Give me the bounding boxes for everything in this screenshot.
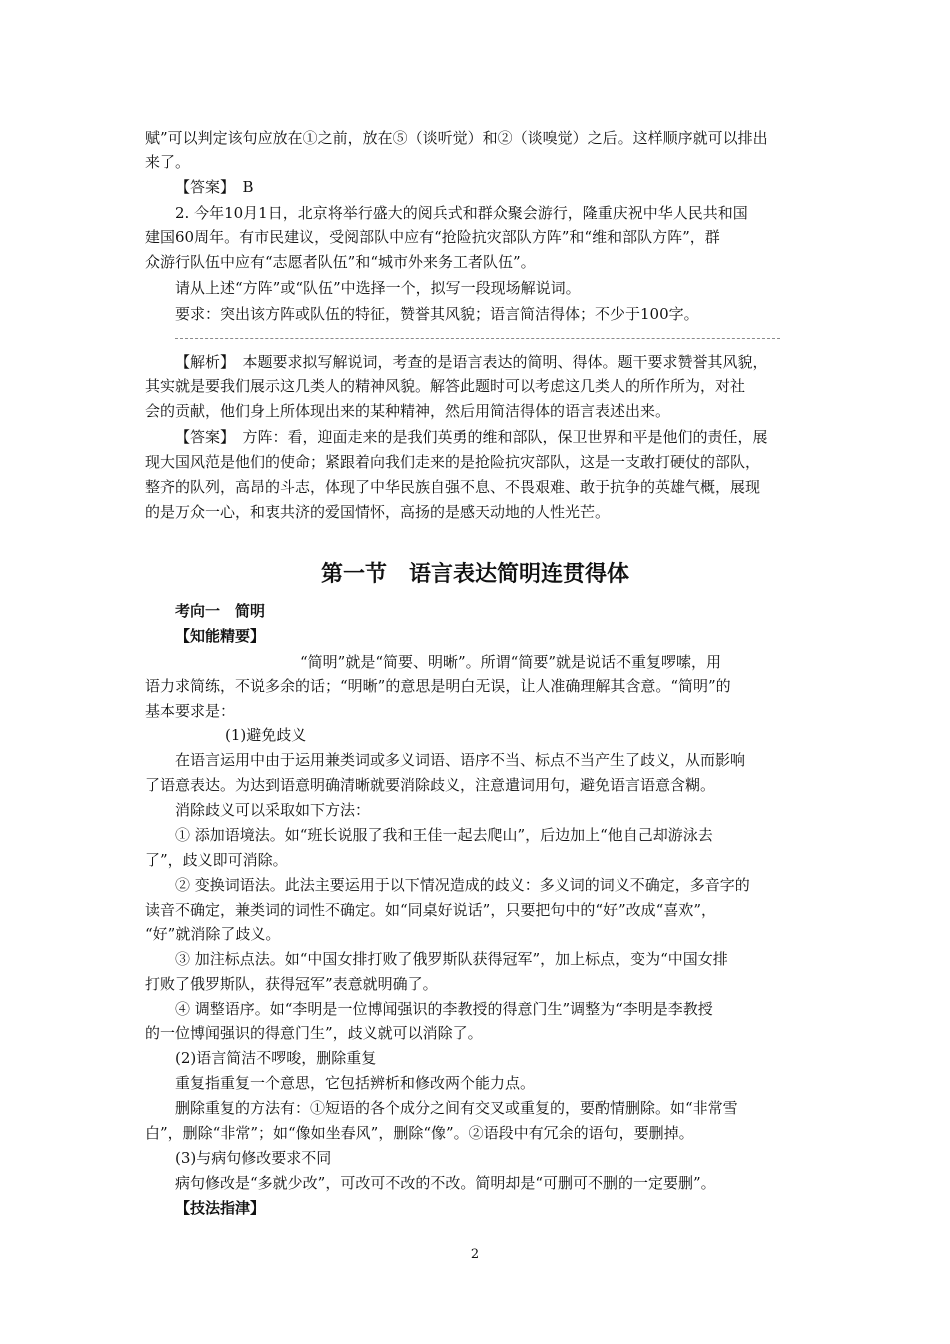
requirement-line: 要求：突出该方阵或队伍的特征，赞誉其风貌；语言简洁得体；不少于100字。 xyxy=(175,305,699,323)
question-line: 众游行队伍中应有“志愿者队伍”和“城市外来务工者队伍”。 xyxy=(145,253,536,271)
body-line: 了语意表达。为达到语意明确清晰就要消除歧义，注意遣词用句，避免语言语意含糊。 xyxy=(145,776,716,794)
analysis-line: 【解析】 本题要求拟写解说词，考查的是语言表达的简明、得体。题干要求赞誉其风貌， xyxy=(175,353,768,371)
answer-blank-divider xyxy=(175,338,780,339)
page-number: 2 xyxy=(470,1247,480,1262)
analysis-line: 其实就是要我们展示这几类人的精神风貌。解答此题时可以考虑这几类人的所作所为，对社 xyxy=(145,377,746,395)
question-line: 2. 今年10月1日，北京将举行盛大的阅兵式和群众聚会游行，隆重庆祝中华人民共和国 xyxy=(175,204,748,222)
body-line: ② 变换词语法。此法主要运用于以下情况造成的歧义：多义词的词义不确定，多音字的 xyxy=(175,876,750,894)
body-line: 在语言运用中由于运用兼类词或多义词语、语序不当、标点不当产生了歧义，从而影响 xyxy=(175,751,746,769)
body-line: 打败了俄罗斯队，获得冠军”表意就明确了。 xyxy=(145,975,438,993)
body-line: 的一位博闻强识的得意门生”，歧义就可以消除了。 xyxy=(145,1024,483,1042)
body-line: 了”，歧义即可消除。 xyxy=(145,851,288,869)
body-line: 语力求简练，不说多余的话；“明晰”的意思是明白无误，让人准确理解其含意。“简明”的 xyxy=(145,677,731,695)
question-line: 请从上述“方阵”或“队伍”中选择一个，拟写一段现场解说词。 xyxy=(175,279,581,297)
answer-line: 【答案】 方阵：看，迎面走来的是我们英勇的维和部队，保卫世界和平是他们的责任，展 xyxy=(175,428,768,446)
body-subheading: (1)避免歧义 xyxy=(225,726,307,744)
body-line: 病句修改是“多就少改”，可改可不改的不改。简明却是“可删可不删的一定要删”。 xyxy=(175,1174,716,1192)
section-title: 第一节 语言表达简明连贯得体 xyxy=(320,562,629,587)
body-line: 读音不确定，兼类词的词性不确定。如“同桌好说话”，只要把句中的“好”改成“喜欢”， xyxy=(145,901,717,919)
body-line: 白”，删除“非常”；如“像如坐春风”，删除“像”。②语段中有冗余的语句，要删掉。 xyxy=(145,1124,694,1142)
answer-label-line: 【答案】 B xyxy=(175,178,254,196)
answer-line: 整齐的队列，高昂的斗志，体现了中华民族自强不息、不畏艰难、敢于抗争的英雄气概，展现 xyxy=(145,478,761,496)
subheading-zhineng: 【知能精要】 xyxy=(175,627,266,645)
body-subheading: (2)语言简洁不啰唆，删除重复 xyxy=(175,1049,377,1067)
subheading-jifa: 【技法指津】 xyxy=(175,1199,266,1217)
body-line: “好”就消除了歧义。 xyxy=(145,925,281,943)
body-line: 基本要求是： xyxy=(145,702,236,720)
body-line: ③ 加注标点法。如“中国女排打败了俄罗斯队获得冠军”，加上标点，变为“中国女排 xyxy=(175,950,728,968)
analysis-line: 会的贡献，他们身上所体现出来的某种精神，然后用简洁得体的语言表述出来。 xyxy=(145,402,671,420)
answer-line: 现大国风范是他们的使命；紧跟着向我们走来的是抢险抗灾部队，这是一支敢打硬仗的部队， xyxy=(145,453,761,471)
subheading-jianming: 考向一 简明 xyxy=(175,602,266,620)
text-line: 来了。 xyxy=(145,153,191,171)
body-line: ④ 调整语序。如“李明是一位博闻强识的李教授的得意门生”调整为“李明是李教授 xyxy=(175,1000,713,1018)
body-line: 消除歧义可以采取如下方法： xyxy=(175,801,371,819)
body-line: ① 添加语境法。如“班长说服了我和王佳一起去爬山”，后边加上“他自己却游泳去 xyxy=(175,826,713,844)
answer-line: 的是万众一心，和衷共济的爱国情怀，高扬的是感天动地的人性光芒。 xyxy=(145,503,611,521)
body-line: “简明”就是“简要、明晰”。所谓“简要”就是说话不重复啰嗦，用 xyxy=(300,653,722,671)
text-line: 赋”可以判定该句应放在①之前，放在⑤（谈听觉）和②（谈嗅觉）之后。这样顺序就可以排出 xyxy=(145,129,768,147)
body-line: 删除重复的方法有：①短语的各个成分之间有交叉或重复的，要酌情删除。如“非常雪 xyxy=(175,1099,738,1117)
body-subheading: (3)与病句修改要求不同 xyxy=(175,1149,332,1167)
body-line: 重复指重复一个意思，它包括辨析和修改两个能力点。 xyxy=(175,1074,536,1092)
question-line: 建国60周年。有市民建议，受阅部队中应有“抢险抗灾部队方阵”和“维和部队方阵”，群 xyxy=(145,228,720,246)
